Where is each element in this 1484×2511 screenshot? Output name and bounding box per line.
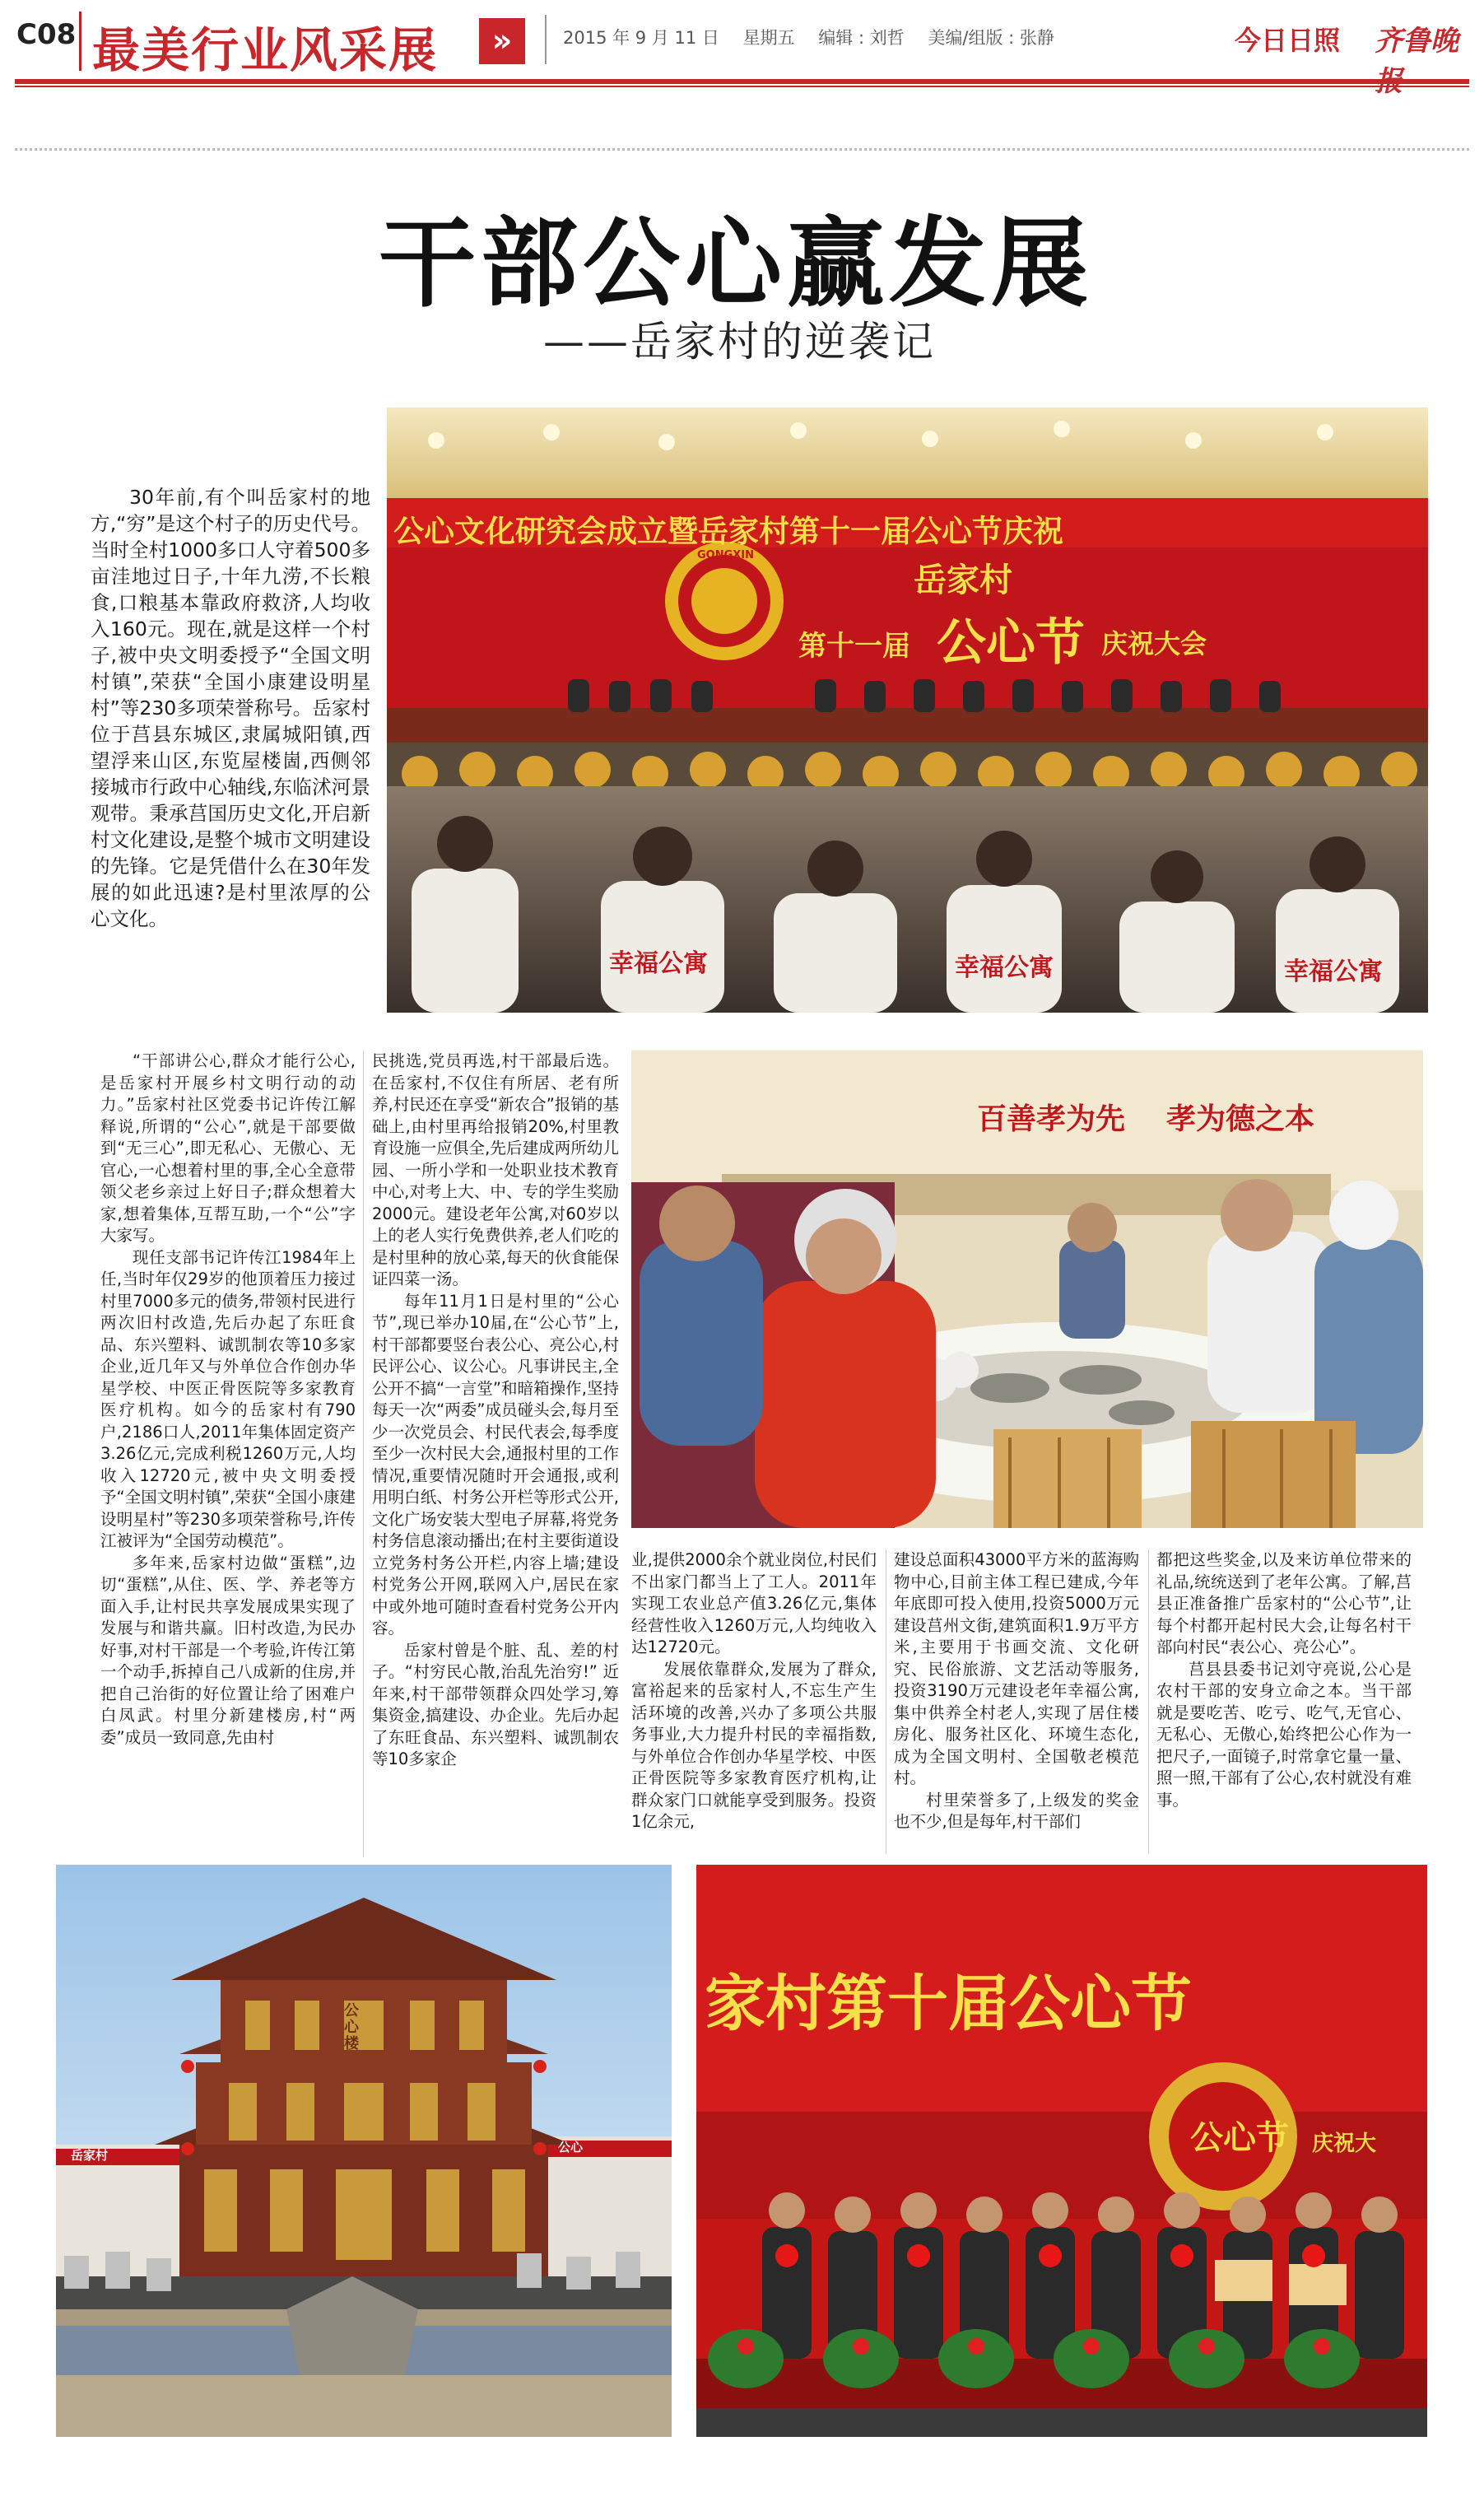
brand-section-name: 今日日照 [1235,25,1341,56]
conference-festival-text: 公心节 [937,614,1085,672]
header-divider [79,12,81,71]
ceremony-banner-text: 家村第十届公心节 [705,1968,1192,2039]
conference-seal-text: GONGXIN [697,549,755,561]
pavilion-building-sign-2: 公心 [558,2140,584,2155]
lead-text: 30年前,有个叫岳家村的地方,“穷”是这个村子的历史代号。当时全村1000多口人守着500多亩洼地过日子,十年九涝,不长粮食,口粮基本靠政府救济,人均收入160元。现在,就是这样一个村子,被中央文明委授予“全国文明村镇”,荣获“全国小康建设明星村”等230多项荣誉称号。岳家村位于莒县东城区,隶属城阳镇,西望浮来山区,东览屋楼崮,西侧邻接城市行政中心轴线,东临沭河景观带。秉承莒国历史文化,开启新村文化建设,是整个城市文明建设的先锋。它是凭借什么在30年发展的如此迅速?是村里浓厚的公心文化。 [91,486,370,930]
header-rule-thin [15,86,1469,87]
header-divider-2 [545,15,547,64]
header-meta [563,25,1072,49]
col5-paragraph: 莒县县委书记刘守亮说,公心是农村干部的安身立命之本。当干部就是要吃苦、吃亏、吃气,无官心、无私心、无傲心,始终把公心作为一把尺子,一面镜子,时常拿它量一量、照一照,干部有了公心,农村就没有难事。 [1156,1659,1412,1810]
section-title: 最美行业风采展 [92,22,439,78]
conference-apartment-label-3: 幸福公寓 [1284,957,1383,986]
conference-event-text: 庆祝大会 [1101,628,1207,659]
article-column-3 [631,1549,877,1833]
article-title: 干部公心赢发展 [379,206,1094,320]
col1-paragraph: “干部讲公心,群众才能行公心,是岳家村开展乡村文明行动的动力。”岳家村社区党委书记许传江解释说,所谓的“公心”,就是干部要做到“无三心”,即无私心、无傲心、无官心,一心想着村里的事,全心全意带领父老乡亲过上好日子;群众想着大家,想着集体,互帮互助,一个“公”字大家写。 [100,1051,356,1245]
conference-banner-text: 公心文化研究会成立暨岳家村第十一届公心节庆祝 [393,514,1063,549]
ceremony-festival-text: 公心节 [1190,2119,1289,2157]
designer-credit: 美编/组版 : 张静 [928,28,1054,48]
ceremony-event-text: 庆祝大 [1312,2131,1377,2156]
dining-slogan-2: 孝为德之本 [1166,1102,1315,1136]
col1-paragraph: 多年来,岳家村边做“蛋糕”,边切“蛋糕”,从住、医、学、养老等方面入手,让村民共享发展成果实现了发展与和谐共赢。旧村改造,为民办好事,对村干部是一个考验,许传江第一个动手,拆掉自己八成新的住房,并把自己治街的好位置让给了困难户白凤武。村里分新建楼房,村“两委”成员一致同意,先由村 [100,1553,356,1747]
photo-pavilion [56,1865,672,2437]
photo-elderly-dining [631,1051,1423,1528]
dining-slogan-1: 百善孝为先 [977,1102,1126,1136]
issue-date: 2015 年 9 月 11 日 [563,28,719,48]
col1-paragraph: 现任支部书记许传江1984年上任,当时年仅29岁的他顶着压力接过村里7000多元的债务,带领村民进行两次旧村改造,先后办起了东旺食品、东兴塑料、诚凯制农等10多家企业,近几年又与外单位合作创办华星学校、中医正骨医院等多家教育医疗机构。如今的岳家村有790户,2186口人,2011年集体固定资产3.26亿元,完成利税1260万元,人均收入12720元,被中央文明委授予“全国文明村镇”,荣获“全国小康建设明星村”等230多项荣誉称号,许传江被评为“全国劳动模范”。 [100,1247,356,1550]
column-divider [1148,1549,1149,1854]
article-column-5 [1156,1549,1412,1811]
article-column-4 [894,1549,1139,1833]
col2-paragraph: 岳家村曾是个脏、乱、差的村子。“村穷民心散,治乱先治穷!” 近年来,村干部带领群众四处学习,筹集资金,搞建设、办企业。先后办起了东旺食品、东兴塑料、诚凯制农等10多家企 [372,1640,619,1768]
photo-award-ceremony [696,1865,1427,2437]
col3-paragraph: 业,提供2000余个就业岗位,村民们不出家门都当上了工人。2011年实现工农业总产值3.26亿元,集体经营性收入1260万元,人均纯收入达12720元。 [631,1550,877,1656]
conference-apartment-label-1: 幸福公寓 [609,949,708,978]
article-column-2 [372,1051,619,1771]
newspaper-logo: 齐鲁晚 [1375,25,1458,58]
editor-credit: 编辑 : 刘哲 [818,28,905,48]
dotted-separator [15,148,1469,151]
col2-paragraph: 民挑选,党员再选,村干部最后选。在岳家村,不仅住有所居、老有所养,村民还在享受“新农合”报销的基础上,由村里再给报销20%,村里教育设施一应俱全,先后建成两所幼儿园、一所小学和一处职业技术教育中心,对考上大、中、专的学生奖励2000元。建设老年公寓,对60岁以上的老人实行免费供养,老人们吃的是村里种的放心菜,每天的伙食能保证四菜一汤。 [372,1051,619,1288]
article-column-1 [100,1051,356,1749]
pavilion-plaque: 公心楼 [344,2002,359,2052]
page-code: C08 [16,18,77,51]
col4-paragraph: 建设总面积43000平方米的蓝海购物中心,目前主体工程已建成,今年年底即可投入使用,投资5000万元建设莒州文街,建筑面积1.9万平方米,主要用于书画交流、文化研究、民俗旅游、文艺活动等服务,投资3190万元建设老年幸福公寓,集中供养全村老人,实现了居住楼房化、服务社区化、环境生态化,成为全国文明村、全国敬老模范村。 [894,1550,1139,1787]
column-divider [363,1051,364,1857]
col3-paragraph: 发展依靠群众,发展为了群众,富裕起来的岳家村人,不忘生产生活环境的改善,兴办了多项公共服务事业,大力提升村民的幸福指数,与外单位合作创办华星学校、中医正骨医院等多家教育医疗机构,让群众家门口就能享受到服务。投资1亿余元, [631,1659,877,1831]
header-rule [15,79,1469,84]
col5-paragraph: 都把这些奖金,以及来访单位带来的礼品,统统送到了老年公寓。了解,莒县正准备推广岳家村的“公心节”,让每个村都开起村民大会,让每名村干部向村民“表公心、亮公心”。 [1156,1550,1412,1656]
conference-village-text: 岳家村 [914,561,1012,599]
col4-paragraph: 村里荣誉多了,上级发的奖金也不少,但是每年,村干部们 [894,1790,1139,1831]
pavilion-building-sign-1: 岳家村 [71,2148,109,2163]
conference-apartment-label-2: 幸福公寓 [955,953,1054,982]
article-subtitle: ——岳家村的逆袭记 [543,318,936,366]
article-lead [91,484,370,932]
section-arrow-icon: » [479,18,525,64]
conference-edition-text: 第十一届 [798,630,910,663]
photo-conference [387,408,1428,1013]
issue-weekday: 星期五 [742,28,795,48]
col2-paragraph: 每年11月1日是村里的“公心节”,现已举办10届,在“公心节”上,村干部都要竖台表公心、亮公心,村民评公心、议公心。凡事讲民主,全公开不搞“一言堂”和暗箱操作,坚持每天一次“两委”成员碰头会,每月至少一次党员会、村民代表会,每季度至少一次村民大会,通报村里的工作情况,重要情况随时开会通报,或利用明白纸、村务公开栏等形式公开,文化广场安装大型电子屏幕,将党务村务信息滚动播出;在村主要街道设立党务村务公开栏,内容上墙;建设村党务公开网,联网入户,居民在家中或外地可随时查看村党务公开内容。 [372,1291,619,1638]
